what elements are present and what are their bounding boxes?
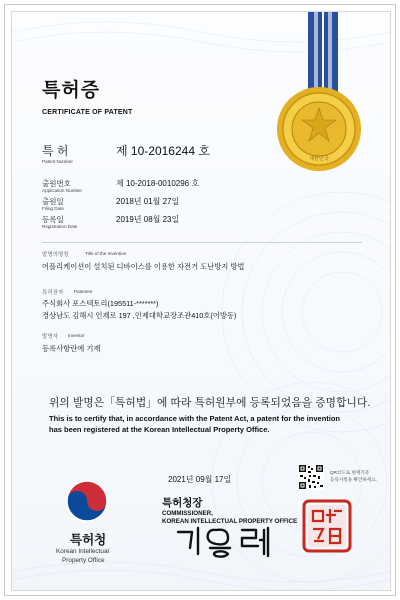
certificate-title-en: CERTIFICATE OF PATENT (42, 109, 133, 116)
application-number-value: 제 10-2018-0010296 호 (116, 179, 200, 188)
declaration-en-line1: This is to certify that, in accordance with the Patent Act, a patent for the invention (49, 414, 341, 423)
office-name: 특허청 (70, 533, 107, 547)
invention-title: 어플리케이션이 설치된 디바이스를 이용한 자전거 도난방지 방법 (42, 262, 245, 271)
invention-label: 발명의명칭 (42, 252, 69, 258)
certificate-title: 특허증 (42, 80, 101, 101)
qr-note-line1: QR코드로 현재기준 (330, 470, 370, 475)
office-name-en-line1: Korean Intellectual (56, 548, 109, 555)
filing-date-value: 2018년 01월 27일 (116, 197, 180, 206)
inventor-label-en: Inventor (68, 333, 85, 338)
patent-number-value: 제 10-2016244 호 (116, 144, 210, 158)
application-number-label: 출원번호 (42, 179, 71, 188)
patent-number-label-en: Patent Number (42, 159, 73, 164)
filing-date-label: 출원일 (42, 197, 64, 206)
seal-text: 대한민국 (309, 156, 329, 162)
commissioner-title-en-line1: COMMISSIONER, (162, 510, 213, 517)
patentee-label-en: Patentee (74, 289, 93, 294)
inventor-label: 발명자 (42, 334, 58, 340)
patentee-name: 주식회사 포스텍토리(195511-*******) (42, 299, 159, 308)
declaration-ko: 위의 발명은「특허법」에 따라 특허원부에 등록되었음을 증명합니다. (49, 397, 371, 409)
filing-date-label-en: Filing Date (42, 206, 64, 211)
patent-number-label: 특 허 (42, 144, 69, 158)
gold-seal-icon (274, 84, 364, 174)
invention-label-en: Title of the Invention (85, 251, 127, 256)
kipo-taegeuk-logo-icon (64, 478, 110, 524)
qr-note-line2: 등록사항을 확인하세요. (330, 477, 377, 482)
commissioner-title-en-line2: KOREAN INTELLECTUAL PROPERTY OFFICE (162, 518, 298, 525)
registration-date-label-en: Registration Date (42, 224, 78, 229)
inventor-value: 등록사항란에 기재 (42, 344, 101, 353)
registration-date-label: 등록일 (42, 215, 64, 224)
commissioner-signature (172, 524, 297, 560)
patentee-address: 경상남도 김해시 인제로 197 ,인제대학교장조관410호(어방동) (42, 311, 237, 320)
certificate-frame (4, 4, 396, 596)
divider (42, 242, 362, 243)
official-stamp-icon (302, 499, 352, 553)
patentee-label: 특허권자 (42, 290, 64, 296)
qr-code[interactable] (298, 464, 324, 490)
certificate-sheet (11, 11, 391, 591)
commissioner-title: 특허청장 (162, 497, 203, 509)
registration-date-value: 2019년 08월 23일 (116, 215, 180, 224)
application-number-label-en: Application Number (42, 188, 83, 193)
issue-date: 2021년 09월 17일 (168, 475, 232, 484)
office-name-en-line2: Property Office (62, 557, 105, 564)
declaration-en-line2: has been registered at the Korean Intellectual Property Office. (49, 425, 270, 434)
